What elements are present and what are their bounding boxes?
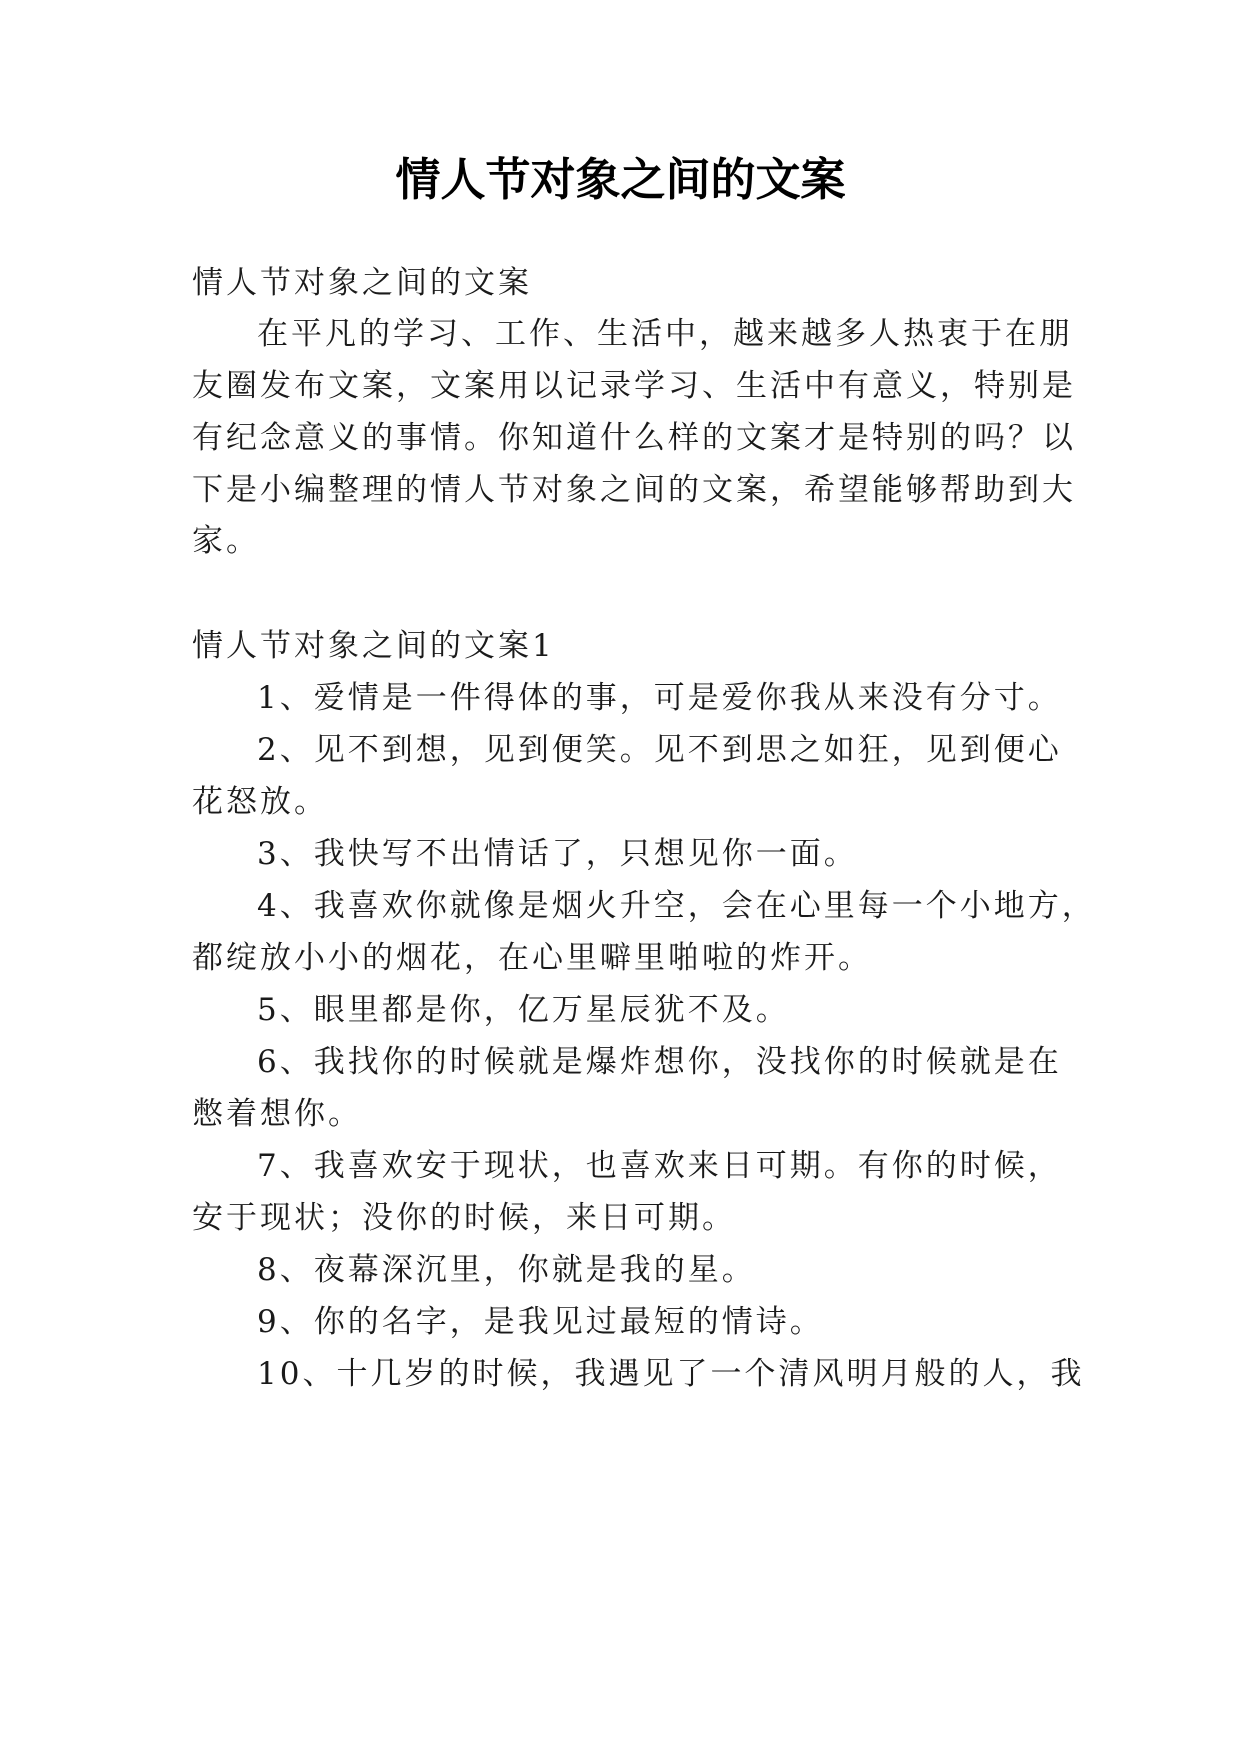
list-item-line: 10、十几岁的时候，我遇见了一个清风明月般的人，我 xyxy=(257,1356,1085,1392)
list-item-line: 都绽放小小的烟花，在心里噼里啪啦的炸开。 xyxy=(192,940,872,976)
list-item-line: 8、夜幕深沉里，你就是我的星。 xyxy=(257,1252,756,1288)
list-item-line: 4、我喜欢你就像是烟火升空，会在心里每一个小地方， xyxy=(257,888,1096,924)
intro-line: 下是小编整理的情人节对象之间的文案，希望能够帮助到大 xyxy=(192,472,1076,508)
list-item-line: 1、爱情是一件得体的事，可是爱你我从来没有分寸。 xyxy=(257,680,1062,716)
intro-line: 在平凡的学习、工作、生活中，越来越多人热衷于在朋 xyxy=(257,316,1073,352)
list-item-line: 5、眼里都是你，亿万星辰犹不及。 xyxy=(257,992,790,1028)
intro-line: 有纪念意义的事情。你知道什么样的文案才是特别的吗？以 xyxy=(192,420,1076,456)
section-heading: 情人节对象之间的文案1 xyxy=(192,628,555,664)
list-item-line: 7、我喜欢安于现状，也喜欢来日可期。有你的时候， xyxy=(257,1148,1062,1184)
subtitle-line: 情人节对象之间的文案 xyxy=(192,265,532,301)
list-item-line: 6、我找你的时候就是爆炸想你，没找你的时候就是在 xyxy=(257,1044,1062,1080)
list-item-line: 2、见不到想，见到便笑。见不到思之如狂，见到便心 xyxy=(257,732,1062,768)
list-item-line: 安于现状；没你的时候，来日可期。 xyxy=(192,1200,736,1236)
list-item-line: 花怒放。 xyxy=(192,784,328,820)
list-item-line: 憋着想你。 xyxy=(192,1096,362,1132)
document-title: 情人节对象之间的文案 xyxy=(395,153,846,206)
intro-line: 家。 xyxy=(192,523,260,559)
list-item-line: 3、我快写不出情话了，只想见你一面。 xyxy=(257,836,858,872)
intro-line: 友圈发布文案，文案用以记录学习、生活中有意义，特别是 xyxy=(192,368,1076,404)
list-item-line: 9、你的名字，是我见过最短的情诗。 xyxy=(257,1304,824,1340)
